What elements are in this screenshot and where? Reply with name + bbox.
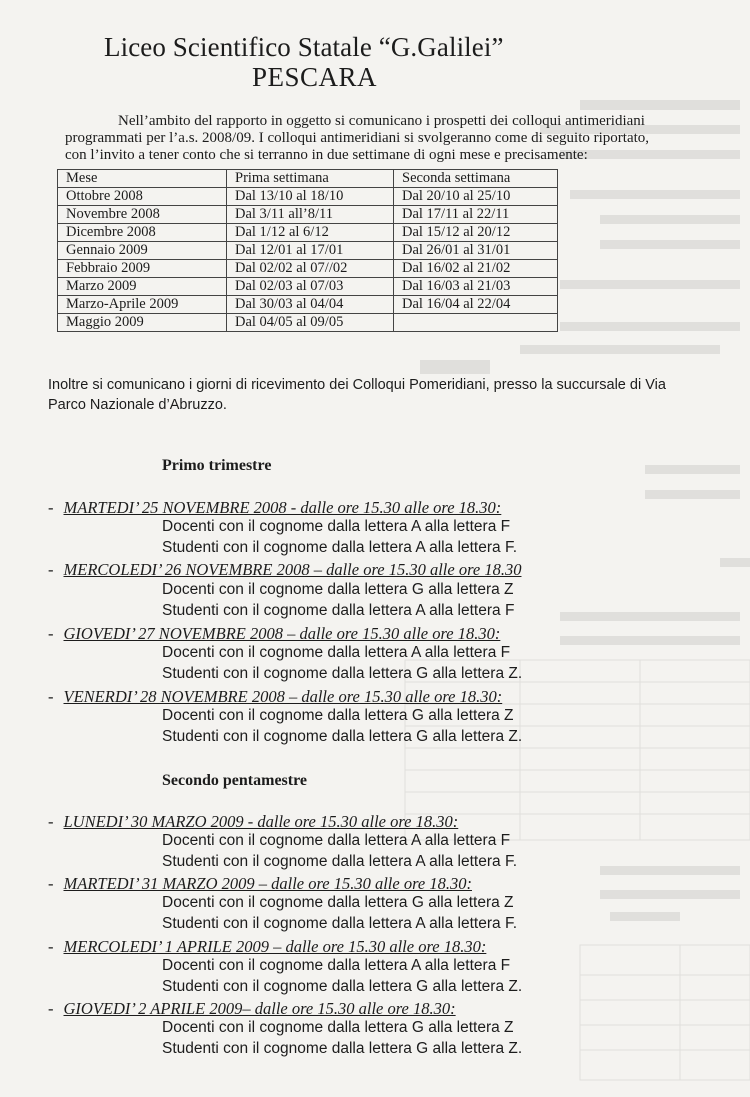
studenti-line: Studenti con il cognome dalla lettera G alla lettera Z.: [162, 665, 523, 682]
table-cell: Dal 13/10 al 18/10: [227, 188, 394, 206]
table-cell: Dal 30/03 al 04/04: [227, 296, 394, 314]
table-cell: Ottobre 2008: [58, 188, 227, 206]
studenti-line: Studenti con il cognome dalla lettera A alla lettera F.: [162, 539, 517, 556]
studenti-line: Studenti con il cognome dalla lettera G alla lettera Z.: [162, 1040, 523, 1057]
docenti-line: Docenti con il cognome dalla lettera A alla lettera F: [162, 644, 511, 661]
day-label: MARTEDI’ 25 NOVEMBRE 2008 - dalle ore 15.30 alle ore 18.30:: [63, 498, 502, 517]
list-dash: -: [48, 498, 54, 517]
list-dash: -: [48, 874, 54, 893]
table-cell: [394, 314, 558, 332]
studenti-line: Studenti con il cognome dalla lettera A alla lettera F.: [162, 915, 517, 932]
table-cell: Dal 3/11 all’8/11: [227, 206, 394, 224]
docenti-line: Docenti con il cognome dalla lettera A alla lettera F: [162, 832, 511, 849]
day-label: GIOVEDI’ 2 APRILE 2009– dalle ore 15.30 alle ore 18.30:: [63, 999, 456, 1018]
school-name: Liceo Scientifico Statale “G.Galilei”: [104, 32, 504, 62]
day-label: VENERDI’ 28 NOVEMBRE 2008 – dalle ore 15.30 alle ore 18.30:: [63, 687, 503, 706]
docenti-line: Docenti con il cognome dalla lettera G alla lettera Z: [162, 894, 514, 911]
intro-line-2: programmati per l’a.s. 2008/09. I colloqui antimeridiani si svolgeranno come di seguito riportato,: [65, 130, 650, 146]
day-heading: [48, 812, 458, 832]
docenti-line: Docenti con il cognome dalla lettera A alla lettera F: [162, 518, 511, 535]
table-cell: Novembre 2008: [58, 206, 227, 224]
list-dash: -: [48, 812, 54, 831]
docenti-line: Docenti con il cognome dalla lettera G alla lettera Z: [162, 581, 514, 598]
studenti-line: Studenti con il cognome dalla lettera A alla lettera F.: [162, 853, 517, 870]
table-cell: Dal 16/02 al 21/02: [394, 260, 558, 278]
table-cell: Dal 1/12 al 6/12: [227, 224, 394, 242]
table-cell: Dal 26/01 al 31/01: [394, 242, 558, 260]
list-dash: -: [48, 687, 54, 706]
table-row: [58, 206, 558, 224]
day-heading: [48, 624, 500, 644]
table-row: [58, 296, 558, 314]
table-cell: Mese: [58, 170, 227, 188]
day-heading: [48, 687, 502, 707]
table-row: [58, 188, 558, 206]
table-cell: Dal 20/10 al 25/10: [394, 188, 558, 206]
section-title-primo-trimestre: Primo trimestre: [162, 457, 272, 474]
docenti-line: Docenti con il cognome dalla lettera A alla lettera F: [162, 957, 511, 974]
table-cell: Maggio 2009: [58, 314, 227, 332]
day-heading: [48, 999, 456, 1019]
pomeridiani-line-1: Inoltre si comunicano i giorni di ricevimento dei Colloqui Pomeridiani, presso la succursale di Via: [48, 377, 666, 393]
pomeridiani-line-2: Parco Nazionale d’Abruzzo.: [48, 397, 227, 413]
table-cell: Dal 02/03 al 07/03: [227, 278, 394, 296]
table-row: [58, 224, 558, 242]
intro-line-1: Nell’ambito del rapporto in oggetto si comunicano i prospetti dei colloqui antimeridiani: [118, 113, 645, 129]
table-cell: Dal 04/05 al 09/05: [227, 314, 394, 332]
intro-line-3: con l’invito a tener conto che si terranno in due settimane di ogni mese e precisamente:: [65, 147, 588, 163]
day-heading: [48, 560, 521, 580]
table-row: [58, 278, 558, 296]
section-title-secondo-pentamestre: Secondo pentamestre: [162, 772, 308, 789]
docenti-line: Docenti con il cognome dalla lettera G alla lettera Z: [162, 707, 514, 724]
table-header-row: [58, 170, 558, 188]
table-cell: Prima settimana: [227, 170, 394, 188]
studenti-line: Studenti con il cognome dalla lettera A alla lettera F: [162, 602, 515, 619]
city-name: PESCARA: [252, 62, 378, 92]
day-label: LUNEDI’ 30 MARZO 2009 - dalle ore 15.30 alle ore 18.30:: [63, 812, 459, 831]
day-label: MERCOLEDI’ 1 APRILE 2009 – dalle ore 15.30 alle ore 18.30:: [63, 937, 487, 956]
day-heading: [48, 874, 472, 894]
table-row: [58, 314, 558, 332]
table-cell: Dal 02/02 al 07//02: [227, 260, 394, 278]
table-row: [58, 242, 558, 260]
list-dash: -: [48, 560, 54, 579]
list-dash: -: [48, 937, 54, 956]
day-heading: [48, 498, 501, 518]
table-cell: Marzo-Aprile 2009: [58, 296, 227, 314]
day-label: GIOVEDI’ 27 NOVEMBRE 2008 – dalle ore 15.30 alle ore 18.30:: [63, 624, 501, 643]
table-cell: Dal 16/04 al 22/04: [394, 296, 558, 314]
studenti-line: Studenti con il cognome dalla lettera G alla lettera Z.: [162, 978, 523, 995]
studenti-line: Studenti con il cognome dalla lettera G alla lettera Z.: [162, 728, 523, 745]
day-label: MARTEDI’ 31 MARZO 2009 – dalle ore 15.30 alle ore 18.30:: [63, 874, 472, 893]
table-cell: Dal 15/12 al 20/12: [394, 224, 558, 242]
table-cell: Dal 12/01 al 17/01: [227, 242, 394, 260]
day-heading: [48, 937, 486, 957]
table-cell: Dal 17/11 al 22/11: [394, 206, 558, 224]
list-dash: -: [48, 999, 54, 1018]
table-cell: Dicembre 2008: [58, 224, 227, 242]
table-cell: Marzo 2009: [58, 278, 227, 296]
table-row: [58, 260, 558, 278]
table-cell: Febbraio 2009: [58, 260, 227, 278]
schedule-table: [57, 169, 558, 332]
table-cell: Dal 16/03 al 21/03: [394, 278, 558, 296]
table-cell: Gennaio 2009: [58, 242, 227, 260]
list-dash: -: [48, 624, 54, 643]
table-cell: Seconda settimana: [394, 170, 558, 188]
day-label: MERCOLEDI’ 26 NOVEMBRE 2008 – dalle ore 15.30 alle ore 18.30: [63, 560, 522, 579]
docenti-line: Docenti con il cognome dalla lettera G alla lettera Z: [162, 1019, 514, 1036]
